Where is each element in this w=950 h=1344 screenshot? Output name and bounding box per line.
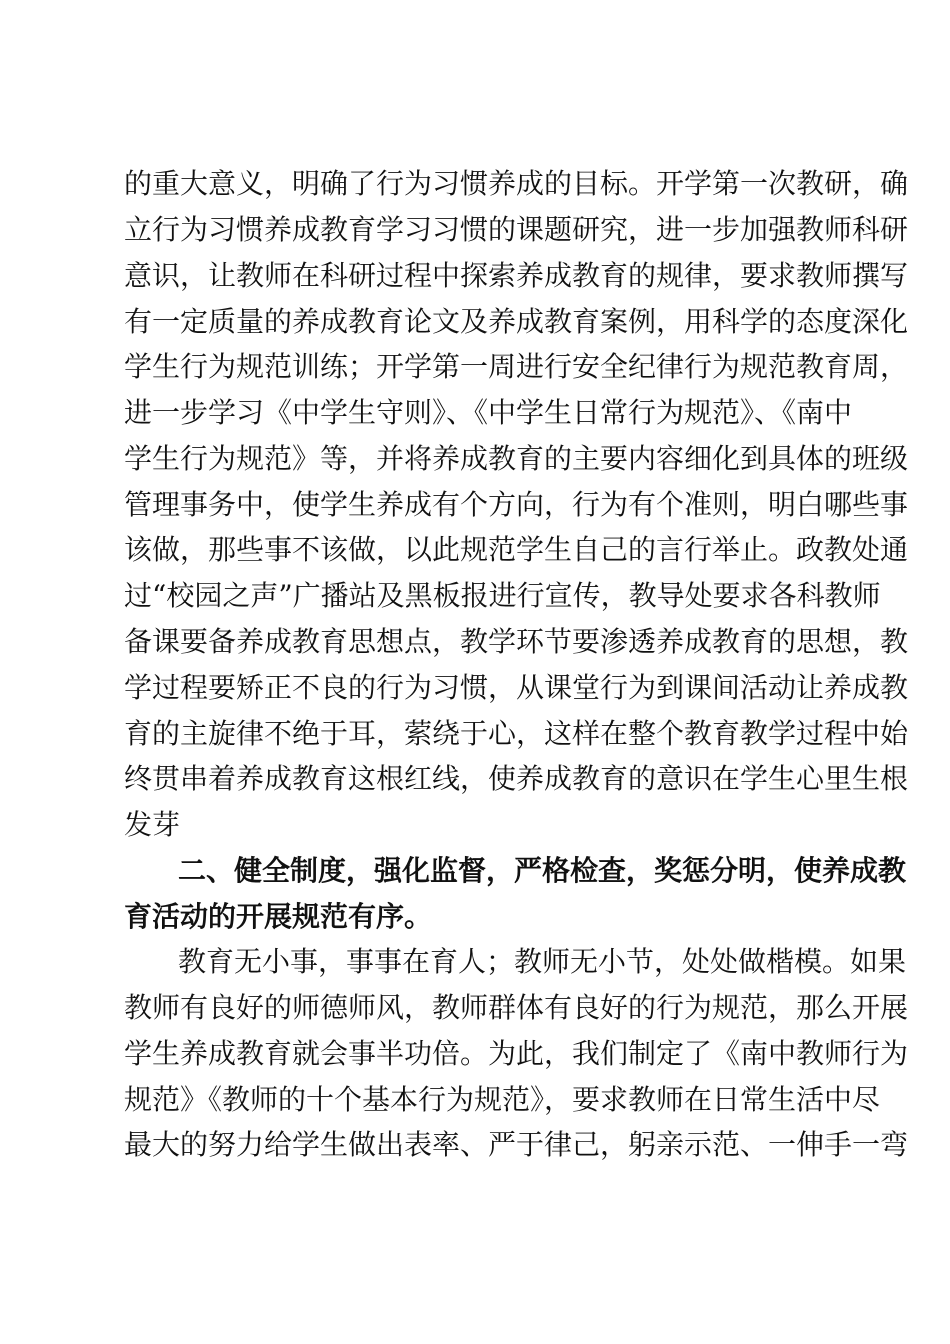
paragraph-line: 学过程要矫正不良的行为习惯，从课堂行为到课间活动让养成教 [124, 671, 909, 704]
paragraph-line: 学生行为规范训练；开学第一周进行安全纪律行为规范教育周， [124, 350, 909, 383]
paragraph-line: 进一步学习《中学生守则》、《中学生日常行为规范》、《南中 [124, 396, 853, 429]
paragraph-line: 立行为习惯养成教育学习习惯的课题研究，进一步加强教师科研 [124, 213, 909, 246]
paragraph-line: 意识，让教师在科研过程中探索养成教育的规律，要求教师撰写 [124, 259, 909, 292]
paragraph-line: 该做，那些事不该做，以此规范学生自己的言行举止。政教处通 [124, 533, 909, 566]
paragraph-line: 备课要备养成教育思想点，教学环节要渗透养成教育的思想，教 [124, 625, 909, 658]
section-heading: 二、健全制度，强化监督，严格检查，奖惩分明，使养成教 [178, 854, 907, 887]
paragraph-line: 终贯串着养成教育这根红线，使养成教育的意识在学生心里生根 [124, 762, 909, 795]
paragraph-line: 教师有良好的师德师风，教师群体有良好的行为规范，那么开展 [124, 991, 909, 1024]
paragraph-line: 管理事务中，使学生养成有个方向，行为有个准则，明白哪些事 [124, 488, 909, 521]
paragraph-line: 的重大意义，明确了行为习惯养成的目标。开学第一次教研，确 [124, 167, 909, 200]
paragraph-line: 育的主旋律不绝于耳，萦绕于心，这样在整个教育教学过程中始 [124, 717, 909, 750]
paragraph-line: 有一定质量的养成教育论文及养成教育案例，用科学的态度深化 [124, 305, 909, 338]
section-heading: 育活动的开展规范有序。 [124, 900, 433, 933]
paragraph-line: 规范》《教师的十个基本行为规范》，要求教师在日常生活中尽 [124, 1083, 881, 1116]
paragraph-line: 教育无小事，事事在育人；教师无小节，处处做楷模。如果 [178, 945, 907, 978]
paragraph-line: 过“校园之声”广播站及黑板报进行宣传，教导处要求各科教师 [124, 579, 881, 612]
paragraph-line: 发芽 [124, 808, 181, 841]
paragraph-line: 学生行为规范》等，并将养成教育的主要内容细化到具体的班级 [124, 442, 909, 475]
paragraph-line: 学生养成教育就会事半功倍。为此，我们制定了《南中教师行为 [124, 1037, 909, 1070]
paragraph-line: 最大的努力给学生做出表率、严于律己，躬亲示范、一伸手一弯 [124, 1128, 909, 1161]
